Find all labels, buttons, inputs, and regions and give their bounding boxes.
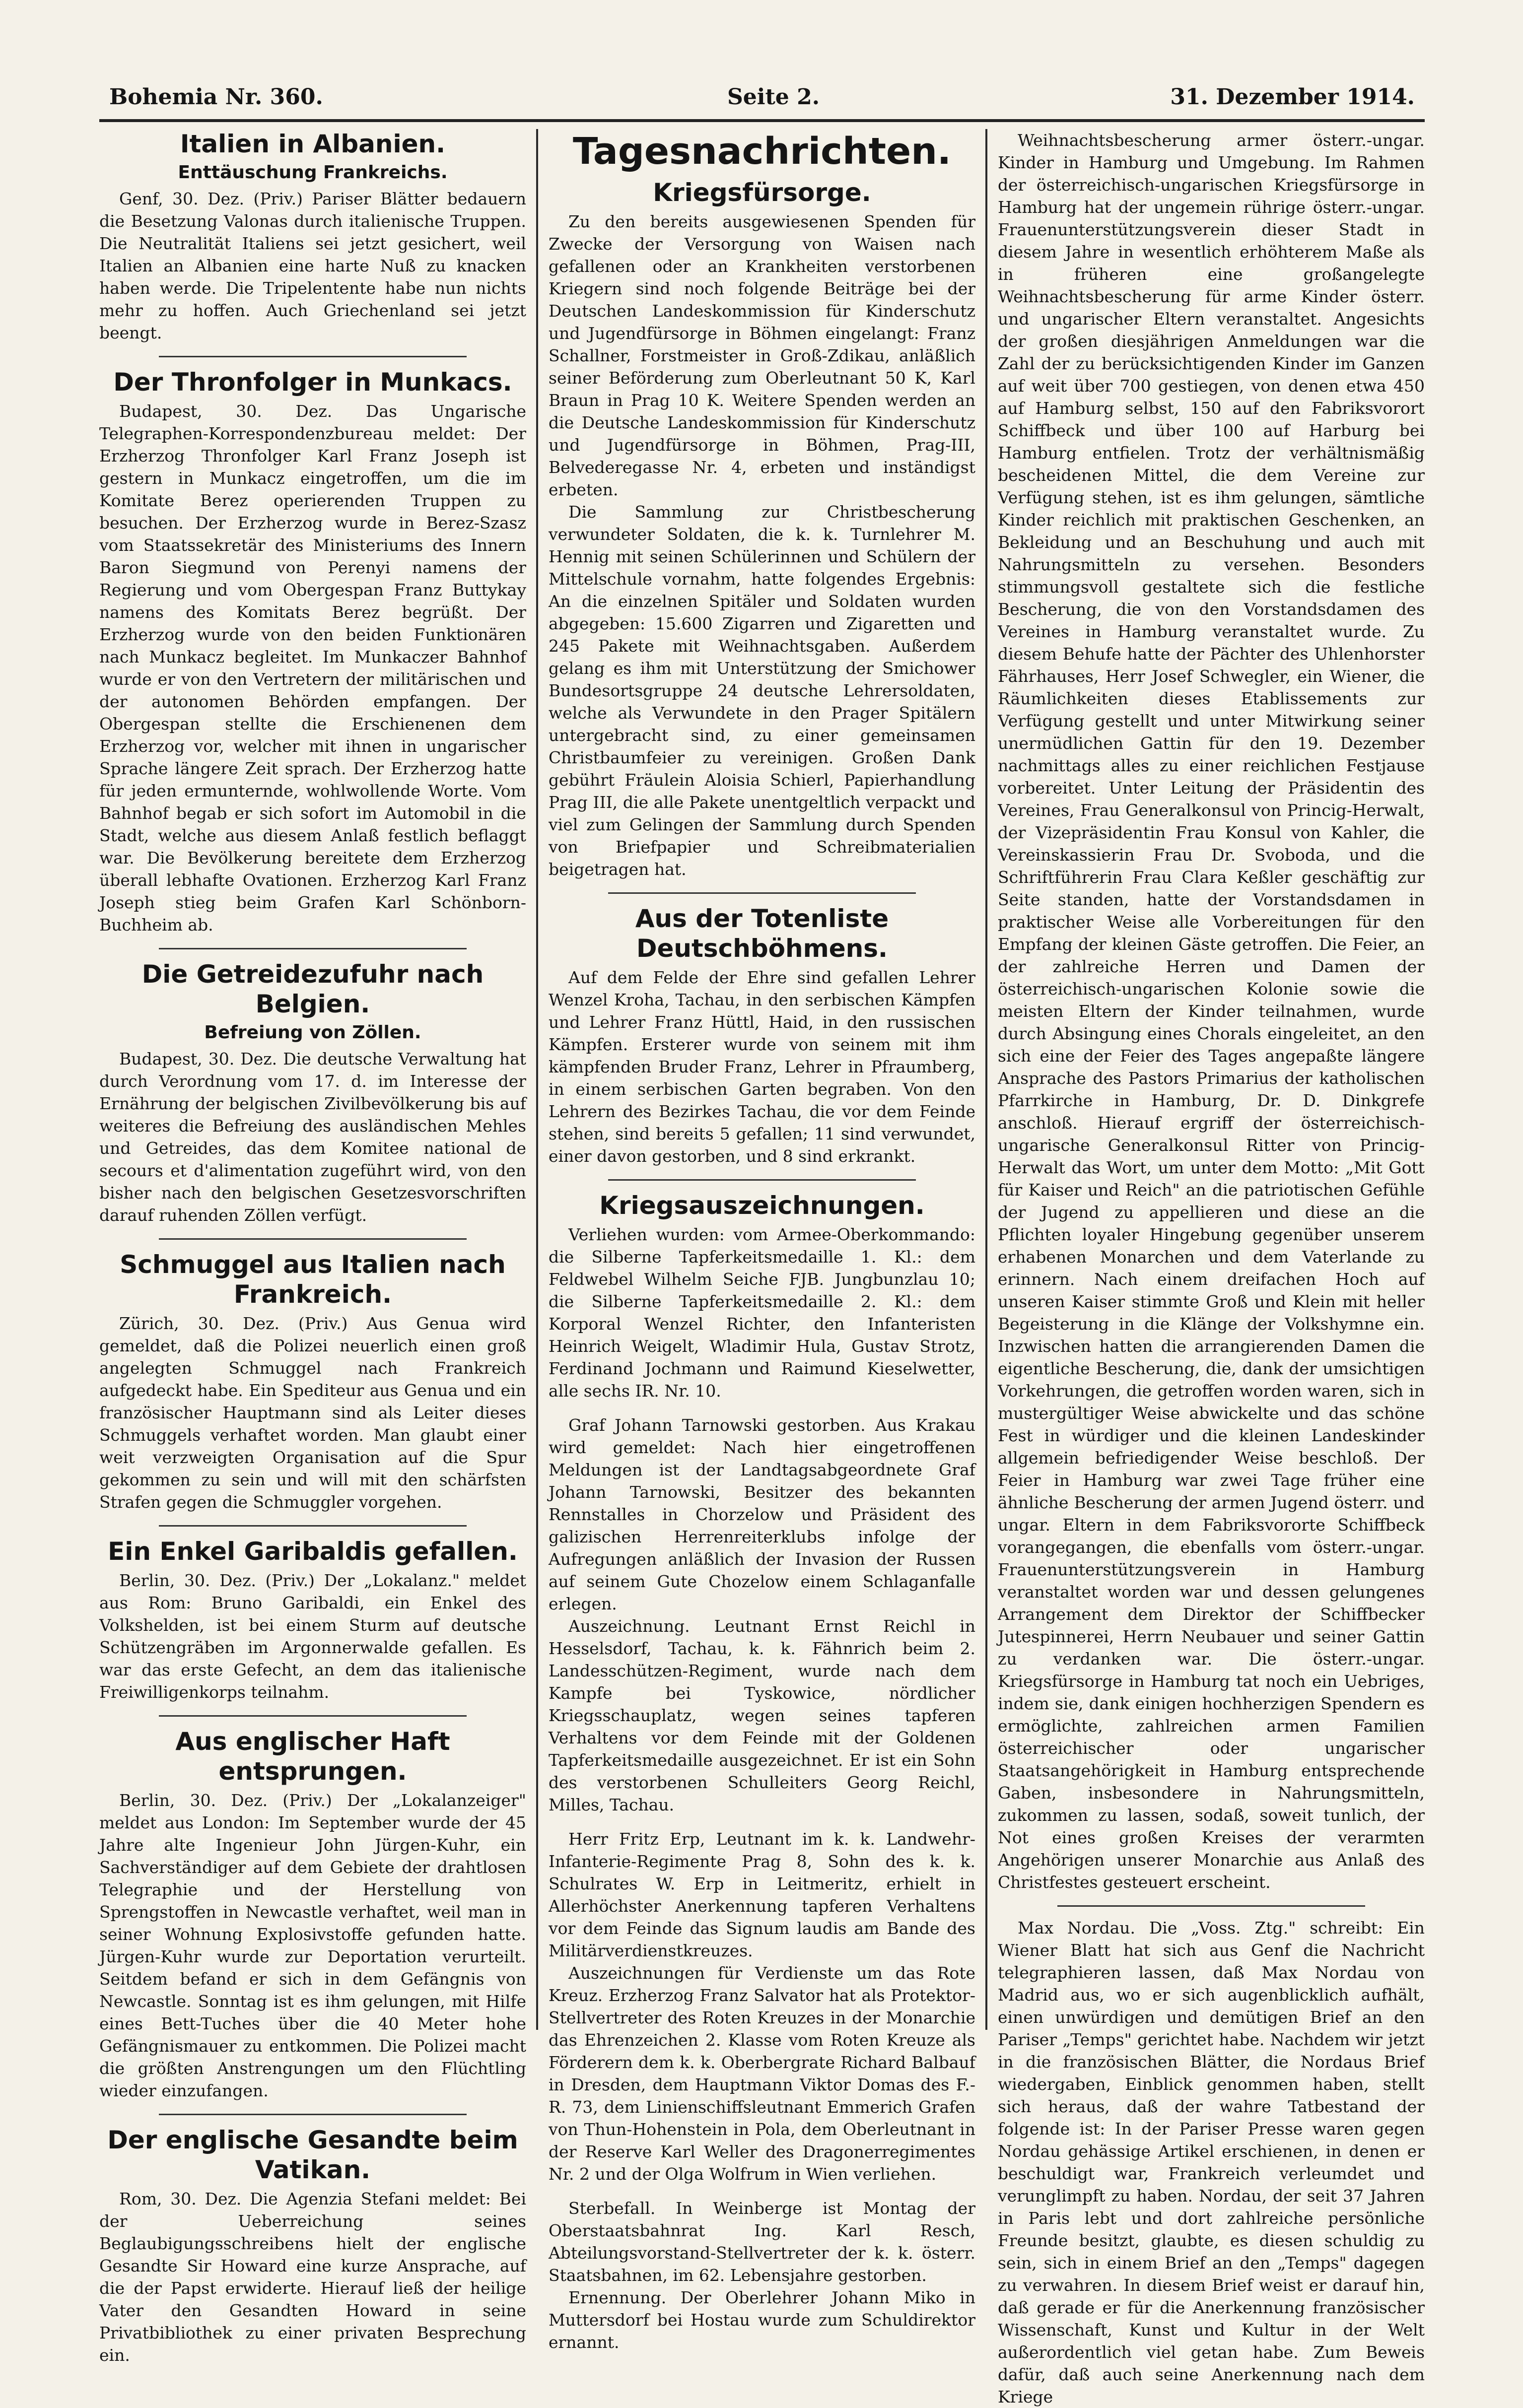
article-body: Budapest, 30. Dez. Das Ungarische Telegraphen-Korrespondenzbureau meldet: Der Erzherzog Thronfolger Karl Franz Joseph ist gestern in Munkacz eingetroffen, um die im Komitate Berez operierenden Truppen zu besuchen. Der Erzherzog wurde in Berez-Szasz vom Staatssekretär des Ministeriums des Innern Baron Siegmund von Perenyi namens der Regierung und vom Obergespan Franz Buttykay namens des Komitats Berez begrüßt. Der Erzherzog wurde von den beiden Funktionären nach Munkacz begleitet. Im Munkaczer Bahnhof wurde er von den Vertretern der militärischen und der autonomen Behörden empfangen. Der Obergespan stellte die Erschienenen dem Erzherzog vor, welcher mit ihnen in ungarischer Sprache längere Zeit sprach. Der Erzherzog hatte für jeden ermunternde, wohlwollende Worte. Vom Bahnhof begab er sich sofort im Automobil in die Stadt, welche aus diesem Anlaß festlich beflaggt war. Die Bevölkerung bereitete dem Erzherzog überall lebhafte Ovationen. Erzherzog Karl Franz Joseph stieg beim Grafen Karl Schönborn-Buchheim ab. xyxy=(99,401,526,935)
article-body: Budapest, 30. Dez. Die deutsche Verwaltung hat durch Verordnung vom 17. d. im Interesse der Ernährung der belgischen Zivilbevölkerung bis auf weiteres die Befreiung des ausländischen Mehles und Getreides, das dem Komitee national de secours et d'alimentation zugeführt wird, von den bisher nach den belgischen Gesetzesvorschriften darauf ruhenden Zöllen verfügt. xyxy=(99,1049,526,1225)
issue-number: Bohemia Nr. 360. xyxy=(109,84,323,110)
column-rule xyxy=(985,129,987,2030)
column-rule xyxy=(536,129,538,2030)
article-separator xyxy=(608,892,916,894)
article-subhead: Enttäuschung Frankreichs. xyxy=(178,162,448,183)
article-body: Ernennung. Der Oberlehrer Johann Miko in Muttersdorf bei Hostau wurde zum Schuldirektor ernannt. xyxy=(549,2288,975,2352)
article-body: Genf, 30. Dez. (Priv.) Pariser Blätter bedauern die Besetzung Valonas durch italienische Truppen. Die Neutralität Italiens sei jetzt gesichert, weil Italien an Albanien eine harte Nuß zu knacken haben werde. Die Tripelentente habe nun nichts mehr zu hoffen. Auch Griechenland sei jetzt beengt. xyxy=(99,189,526,342)
article-headline: Kriegsfürsorge. xyxy=(653,178,871,207)
article-headline: Schmuggel aus Italien nach Frankreich. xyxy=(120,1250,506,1309)
article xyxy=(99,959,526,1226)
article-body: Berlin, 30. Dez. (Priv.) Der „Lokalanz." meldet aus Rom: Bruno Garibaldi, ein Enkel des Volkshelden, ist bei einem Sturm auf deutsche Schützengräben im Argonnerwalde gefallen. Es war das erste Gefecht, an dem das italienische Freiwilligenkorps teilnahm. xyxy=(99,1571,526,1702)
issue-date: 31. Dezember 1914. xyxy=(1170,84,1415,110)
article xyxy=(549,178,975,880)
article-headline: Kriegsauszeichnungen. xyxy=(599,1191,925,1220)
article xyxy=(99,1537,526,1703)
article-body: Die Sammlung zur Christbescherung verwundeter Soldaten, die k. k. Turnlehrer M. Hennig mit seinen Schülerinnen und Schülern der Mittelschule vornahm, hatte folgendes Ergebnis: An die einzelnen Spitäler und Soldaten wurden abgegeben: 15.600 Zigarren und Zigaretten und 245 Pakete mit Weihnachtsgaben. Außerdem gelang es ihm mit Unterstützung der Smichower Bundesortsgruppe 24 deutsche Lehrersoldaten, welche als Verwundete in den Prager Spitälern untergebracht sind, zu einer gemeinsamen Christbaumfeier zu vereinigen. Großen Dank gebührt Fräulein Aloisia Schierl, Papierhandlung Prag III, die alle Pakete unentgeltlich verpackt und viel zum Gelingen der Sammlung durch Spenden von Briefpapier und Schreibmaterialien beigetragen hat. xyxy=(549,502,975,879)
article-body: Graf Johann Tarnowski gestorben. Aus Krakau wird gemeldet: Nach hier eingetroffenen Meldungen ist der Landtagsabgeordnete Graf Johann Tarnowski, Besitzer des bekannten Rennstalles in Chorzelow und Präsident des galizischen Herrenreiterklubs infolge der Aufregungen anläßlich der Invasion der Russen auf seinem Gute Chozelow einem Schlaganfalle erlegen. xyxy=(549,1415,975,1613)
column-3 xyxy=(998,129,1425,2407)
article xyxy=(549,1191,975,1402)
article-body: Auszeichnung. Leutnant Ernst Reichl in Hesselsdorf, Tachau, k. k. Fähnrich beim 2. Landesschützen-Regiment, wurde nach dem Kampfe bei Tyskowice, nördlicher Kriegsschauplatz, wegen seines tapferen Verhaltens vor dem Feinde mit der Goldenen Tapferkeitsmedaille ausgezeichnet. Er ist ein Sohn des verstorbenen Schulleiters Georg Reichl, Milles, Tachau. xyxy=(549,1616,975,1814)
article-body: Zu den bereits ausgewiesenen Spenden für Zwecke der Versorgung von Waisen nach gefallenen oder an Krankheiten verstorbenen Kriegern sind noch folgende Beiträge bei der Deutschen Landeskommission für Kinderschutz und Jugendfürsorge in Böhmen eingelangt: Franz Schallner, Forstmeister in Groß-Zdikau, anläßlich seiner Beförderung zum Oberleutnant 50 K, Karl Braun in Prag 10 K. Weitere Spenden werden an die Deutsche Landeskommission für Kinderschutz und Jugendfürsorge in Böhmen, Prag-III, Belvederegasse Nr. 4, erbeten und inständigst erbeten. xyxy=(549,212,975,499)
article-separator xyxy=(608,1179,916,1181)
article xyxy=(99,2125,526,2366)
column-2 xyxy=(549,129,975,2352)
article xyxy=(998,1917,1425,2408)
article-body: Herr Fritz Erp, Leutnant im k. k. Landwehr-Infanterie-Regimente Prag 8, Sohn des k. k. Schulrates W. Erp in Leitmeritz, erhielt in Allerhöchster Anerkennung tapferen Verhaltens vor dem Feinde das Signum laudis am Bande des Militärverdienstkreuzes. xyxy=(549,1829,975,1960)
article-headline: Der englische Gesandte beim Vatikan. xyxy=(107,2126,518,2184)
article-body: Rom, 30. Dez. Die Agenzia Stefani meldet: Bei der Ueberreichung seines Beglaubigungsschreibens hielt der englische Gesandte Sir Howard eine kurze Ansprache, auf die der Papst erwiderte. Hierauf ließ der heilige Vater den Gesandten Howard in seine Privatbibliothek zu einer privaten Besprechung ein. xyxy=(99,2189,526,2365)
article xyxy=(549,1414,975,1816)
article xyxy=(99,1727,526,2102)
article xyxy=(549,1828,975,2185)
column-1 xyxy=(99,129,526,2365)
article-subhead: Befreiung von Zöllen. xyxy=(204,1022,421,1043)
article-separator xyxy=(159,948,467,949)
newspaper-page xyxy=(99,74,1425,2407)
masthead xyxy=(99,74,1425,122)
article xyxy=(998,129,1425,1893)
article-headline: Ein Enkel Garibaldis gefallen. xyxy=(108,1537,518,1566)
article-body: Weihnachtsbescherung armer österr.-ungar. Kinder in Hamburg und Umgebung. Im Rahmen der österreichisch-ungarischen Kriegsfürsorge in Hamburg hat der ungemein rührige österr.-ungar. Frauenunterstützungsverein dieser Stadt in diesem Jahre in wesentlich erhöhterem Maße als in früheren eine großangelegte Weihnachtsbescherung für arme Kinder österr. und ungarischer Eltern veranstaltet. Angesichts der großen diesjährigen Anmeldungen war die Zahl der zu berücksichtigenden Kinder im Ganzen auf weit über 700 gestiegen, von denen etwa 450 auf Hamburg selbst, 150 auf den Fabriksvorort Schiffbeck und über 100 auf Harburg bei Hamburg entfielen. Trotz der verhältnismäßig bescheidenen Mittel, die dem Vereine zur Verfügung stehen, ist es ihm gelungen, sämtliche Kinder reichlich mit praktischen Geschenken, an Bekleidung und an Beschuhung und auch mit Nahrungsmitteln zu versehen. Besonders stimmungsvoll gestaltete sich die festliche Bescherung, die von den Vorstandsdamen des Vereines in Hamburg veranstaltet wurde. Zu diesem Behufe hatte der Pächter des Uhlenhorster Fährhauses, Herr Josef Schwegler, ein Wiener, die Räumlichkeiten dieses Etablissements zur Verfügung gestellt und unter Mitwirkung seiner unermüdlichen Gattin für den 19. Dezember nachmittags alles zu einer reichlichen Festjause vorbereitet. Unter Leitung der Präsidentin des Vereines, Frau Generalkonsul von Princig-Herwalt, der Vizepräsidentin Frau Konsul von Kahler, die Vereinskassierin Frau Dr. Svoboda, und die Schriftführerin Frau Clara Keßler geschäftig zur Seite standen, hatte der Vorstandsdamen in praktischer Weise alle Vorbereitungen für den Empfang der kleinen Gäste getroffen. Die Feier, an der zahlreiche Herren und Damen der österreichisch-ungarischen Kolonie sowie die meisten Eltern der Kinder teilnahmen, wurde durch Absingung eines Chorals eingeleitet, an den sich eine der Feier des Tages angepaßte längere Ansprache des Pastors Primarius der katholischen Pfarrkirche in Hamburg, Dr. D. Dinkgrefe anschloß. Hierauf ergriff der österreichisch-ungarische Generalkonsul Ritter von Princig-Herwalt das Wort, um unter dem Motto: „Mit Gott für Kaiser und Reich" an die patriotischen Gefühle der Jugend zu appellieren und diese an die Pflichten loyaler Hingebung gegenüber unserem erhabenen Monarchen und dem Vaterlande zu erinnern. Nach einem dreifachen Hoch auf unseren Kaiser stimmte Groß und Klein mit heller Begeisterung in die Klänge der Volkshymne ein. Inzwischen hatten die arrangierenden Damen die eigentliche Bescherung, die, dank der umsichtigen Vorkehrungen, die getroffen worden waren, sich in mustergültiger Weise abwickelte und das schöne Fest in würdiger und die kleinen Landeskinder allgemein befriedigender Weise beschloß. Der Feier in Hamburg war zwei Tage früher eine ähnliche Bescherung der armen Jugend österr. und ungar. Eltern in dem Fabriksvororte Schiffbeck vorangegangen, die ebenfalls vom österr.-ungar. Frauenunterstützungsverein in Hamburg veranstaltet worden war und dessen gelungenes Arrangement dem Direktor der Schiffbecker Jutespinnerei, Herrn Neubauer und seiner Gattin zu verdanken war. Die österr.-ungar. Kriegsfürsorge in Hamburg tat noch ein Uebriges, indem sie, dank einigen hochherzigen Spendern es ermöglichte, zahlreichen armen Familien österreichischer oder ungarischer Staatsangehörigkeit in Hamburg entsprechende Gaben, insbesondere in Nahrungsmitteln, zukommen zu lassen, sodaß, soweit tunlich, der Not eines großen Kreises der verarmten Angehörigen unserer Monarchie aus Anlaß des Christfestes gesteuert erscheint. xyxy=(998,131,1425,1892)
article-separator xyxy=(159,1525,467,1527)
article-separator xyxy=(159,356,467,357)
article-headline: Italien in Albanien. xyxy=(180,130,446,158)
article xyxy=(99,129,526,344)
article-body: Verliehen wurden: vom Armee-Oberkommando: die Silberne Tapferkeitsmedaille 1. Kl.: dem Feldwebel Wilhelm Seiche FJB. Jungbunzlau 10; die Silberne Tapferkeitsmedaille 2. Kl.: dem Korporal Wenzel Richter, den Infanteristen Heinrich Weigelt, Wladimir Hula, Gustav Strotz, Ferdinand Jochmann und Raimund Kieselwetter, alle sechs IR. Nr. 10. xyxy=(549,1225,975,1401)
article-body: Berlin, 30. Dez. (Priv.) Der „Lokalanzeiger" meldet aus London: Im September wurde der 45 Jahre alte Ingenieur John Jürgen-Kuhr, ein Sachverständiger auf dem Gebiete der drahtlosen Telegraphie und der Herstellung von Sprengstoffen in Newcastle verhaftet, weil man in seiner Wohnung Explosivstoffe gefunden hatte. Jürgen-Kuhr wurde zur Deportation verurteilt. Seitdem befand er sich in dem Gefängnis von Newcastle. Sonntag ist es ihm gelungen, mit Hilfe eines Bett-Tuches über die 40 Meter hohe Gefängnismauer zu entkommen. Die Polizei macht die größten Anstrengungen um den Flüchtling wieder einzufangen. xyxy=(99,1791,526,2100)
article-separator xyxy=(159,2114,467,2115)
page-number: Seite 2. xyxy=(727,84,820,110)
article-separator xyxy=(1057,1905,1365,1907)
article-headline: Aus englischer Haft entsprungen. xyxy=(175,1727,450,1786)
article-body: Auf dem Felde der Ehre sind gefallen Lehrer Wenzel Kroha, Tachau, in den serbischen Kämpfen und Lehrer Franz Hüttl, Haid, in den russischen Kämpfen. Ersterer wurde von seinem mit ihm kämpfenden Bruder Franz, Lehrer in Pfraumberg, in einem serbischen Garten begraben. Von den Lehrern des Bezirkes Tachau, die vor dem Feinde stehen, sind bereits 5 gefallen; 11 sind verwundet, einer davon gestorben, und 8 sind erkrankt. xyxy=(549,968,975,1166)
article xyxy=(99,367,526,936)
article-body: Zürich, 30. Dez. (Priv.) Aus Genua wird gemeldet, daß die Polizei neuerlich einen groß angelegten Schmuggel nach Frankreich aufgedeckt habe. Ein Spediteur aus Genua und ein französischer Hauptmann sind als Leiter dieses Schmuggels verhaftet worden. Man glaubt einer weit verzweigten Organisation auf die Spur gekommen zu sein und will mit den schärfsten Strafen gegen die Schmuggler vorgehen. xyxy=(99,1314,526,1512)
article-separator xyxy=(159,1715,467,1717)
article-body: Max Nordau. Die „Voss. Ztg." schreibt: Ein Wiener Blatt hat sich aus Genf die Nachricht telegraphieren lassen, daß Max Nordau von Madrid aus, wo er sich augenblicklich aufhält, einen unwürdigen und demütigen Brief an den Pariser „Temps" gerichtet habe. Nachdem wir jetzt in die französischen Blätter, die Nordaus Brief wiedergaben, Einblick genommen haben, stellt sich heraus, daß der wahre Tatbestand der folgende ist: In der Pariser Presse waren gegen Nordau gehässige Artikel erschienen, in denen er beschuldigt war, Frankreich verleumdet und verunglimpft zu haben. Nordau, der seit 37 Jahren in Paris lebt und dort zahlreiche persönliche Freunde besitzt, glaubte, es diesen schuldig zu sein, sich in einem Brief an den „Temps" dagegen zu verwahren. In diesem Brief weist er darauf hin, daß gerade er für die Anerkennung französischer Wissenschaft, Kunst und Kultur in der Welt außerordentlich viel getan habe. Zum Beweis dafür, daß auch seine Anerkennung nach dem Kriege xyxy=(998,1918,1425,2407)
article-headline: Die Getreidezufuhr nach Belgien. xyxy=(141,960,484,1018)
article-body: Auszeichnungen für Verdienste um das Rote Kreuz. Erzherzog Franz Salvator hat als Protektor-Stellvertreter des Roten Kreuzes in der Monarchie das Ehrenzeichen 2. Klasse vom Roten Kreuze als Förderern dem k. k. Oberbergrate Richard Balbauf in Dresden, dem Hauptmann Viktor Domas des F.-R. 73, dem Linienschiffsleutnant Emmerich Grafen von Thun-Hohenstein in Pola, dem Oberleutnant in der Reserve Karl Weller des Dragonerregimentes Nr. 2 und der Olga Wolfrum in Wien verliehen. xyxy=(549,1963,975,2184)
article-body: Sterbefall. In Weinberge ist Montag der Oberstaatsbahnrat Ing. Karl Resch, Abteilungsvorstand-Stellvertreter der k. k. österr. Staatsbahnen, im 62. Lebensjahre gestorben. xyxy=(549,2199,975,2285)
article xyxy=(549,904,975,1167)
section-title: Tagesnachrichten. xyxy=(572,130,951,173)
article-headline: Der Thronfolger in Munkacs. xyxy=(113,368,512,397)
article-separator xyxy=(159,1238,467,1240)
article-headline: Aus der Totenliste Deutschböhmens. xyxy=(635,904,889,963)
article xyxy=(549,2197,975,2353)
article xyxy=(99,1250,526,1513)
